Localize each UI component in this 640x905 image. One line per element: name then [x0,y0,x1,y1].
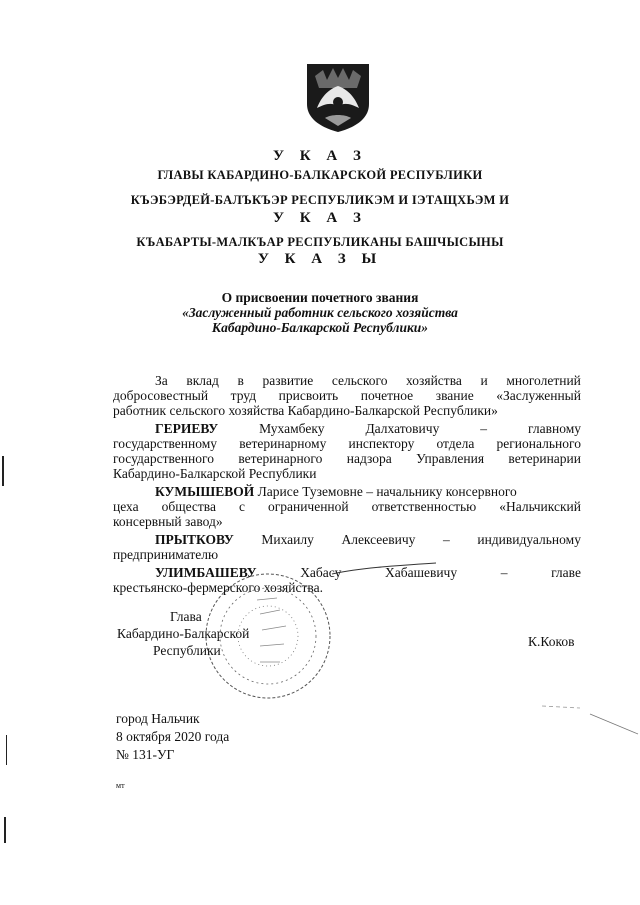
p3-line-2: предпринимателю [113,547,219,562]
word: инспектору [348,436,415,451]
word: государственному [113,436,218,451]
word: ветеринарному [239,436,327,451]
coat-of-arms-emblem [305,62,371,134]
word: в [237,373,244,388]
word: развитие [262,373,314,388]
awardee-name: ГЕРИЕВУ [155,421,219,436]
word: ветеринарного [238,451,323,466]
ukaz-kab-title: КЪЭБЭРДЕЙ-БАЛЪКЪЭР РЕСПУБЛИКЭМ И IЭТАЩХЬЭМ И [130,193,510,207]
word: надзора [346,451,392,466]
p4-line-2: крестьянско-фермерского хозяйства. [113,580,323,595]
scan-mark [6,735,7,765]
word: с [238,499,245,514]
p2-line-2 [113,499,581,515]
ukaz-balk-heading: У К А З Ы [257,251,383,267]
word: цеха [113,499,139,514]
word: «Нальчикский [499,499,581,514]
p1-line-2 [113,436,581,452]
signature-position-1: Глава [170,609,202,624]
word: добросовестный [113,388,209,403]
p1-line-1 [155,421,581,437]
word: – [480,421,488,436]
word: отдела [436,436,475,451]
word: хозяйства [406,373,462,388]
p1-line-4: Кабардино-Балкарской Республики [113,466,317,481]
word: индивидуальному [477,532,581,547]
issue-date: 8 октября 2020 года [116,729,230,744]
scan-streak [540,700,640,740]
p2-line-1-text: Ларисе Туземовне – начальнику консервного [257,484,517,499]
word: государственного [113,451,214,466]
issue-city: город Нальчик [116,711,200,726]
word: труд [230,388,257,403]
word: ветеринарии [508,451,581,466]
intro-line-1 [155,373,581,389]
word: Алексеевичу [341,532,416,547]
word: ограниченной [267,499,349,514]
decree-number: № 131-УГ [116,747,175,762]
word: Далхатовичу [365,421,440,436]
word: главному [528,421,581,436]
ukaz-ru-subheading: ГЛАВЫ КАБАРДИНО-БАЛКАРСКОЙ РЕСПУБЛИКИ [157,168,483,182]
signatory-name: К.Коков [528,634,575,649]
p3-line-1 [155,532,581,548]
signature-position-2: Кабардино-Балкарской [117,626,250,641]
ukaz-kab-heading: У К А З [273,210,367,226]
word: присвоить [278,388,339,403]
word: звание [435,388,474,403]
awardee-name: ПРЫТКОВУ [155,532,234,547]
p2-line-1 [155,484,581,500]
signature-position-3: Республики [153,643,221,658]
word: общества [161,499,216,514]
word: – [443,532,450,547]
decree-title-line1: О присвоении почетного звания [221,290,419,305]
signature-stroke [330,560,440,580]
decree-title-line3: Кабардино-Балкарской Республики» [211,320,429,335]
word: Михаилу [261,532,314,547]
word: Мухамбеку [259,421,325,436]
p1-line-3 [113,451,581,467]
intro-line-2 [113,388,581,404]
scan-mark [4,817,6,843]
word: сельского [331,373,388,388]
decree-title-line2: «Заслуженный работник сельского хозяйства [182,305,458,320]
word: Хабасу [300,565,342,580]
word: главе [551,565,581,580]
intro-line-3: работник сельского хозяйства Кабардино-Балкарской Республики» [113,403,498,418]
word: почетное [360,388,414,403]
ukaz-balk-title: КЪАБАРТЫ-МАЛКЪАР РЕСПУБЛИКАНЫ БАШЧЫСЫНЫ [136,235,504,249]
word: – [500,565,508,580]
word: За [155,373,168,388]
word: и [480,373,488,388]
word: «Заслуженный [496,388,581,403]
word: ответственностью [371,499,477,514]
word: вклад [186,373,219,388]
p2-line-3: консервный завод» [113,514,223,529]
typist-code: мт [116,781,125,790]
awardee-name: КУМЫШЕВОЙ [155,484,255,499]
word: Управления [416,451,485,466]
word: регионального [496,436,581,451]
awardee-name: УЛИМБАШЕВУ [155,565,257,580]
word: Хабашевичу [384,565,458,580]
word: многолетний [506,373,581,388]
scan-mark [2,456,4,486]
ukaz-ru-heading: У К А З [273,148,367,164]
